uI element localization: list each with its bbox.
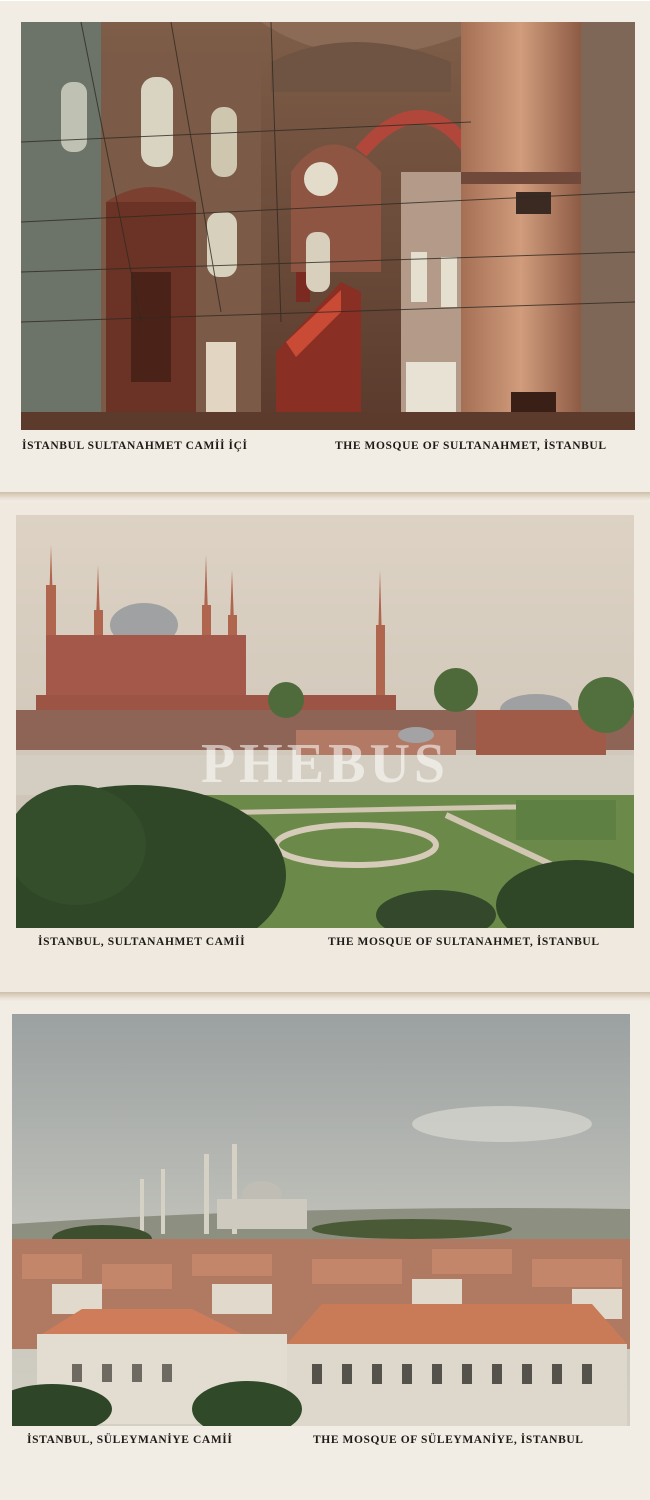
- suleymaniye-photo: [12, 1014, 630, 1426]
- fold-line: [0, 492, 650, 502]
- caption-turkish: İSTANBUL, SÜLEYMANİYE CAMİİ: [27, 1434, 233, 1446]
- caption-english: THE MOSQUE OF SULTANAHMET, İSTANBUL: [335, 440, 607, 452]
- caption-english: THE MOSQUE OF SULTANAHMET, İSTANBUL: [328, 936, 600, 948]
- caption-turkish: İSTANBUL, SULTANAHMET CAMİİ: [38, 936, 246, 948]
- caption-turkish: İSTANBUL SULTANAHMET CAMİİ İÇİ: [22, 440, 248, 452]
- caption-english: THE MOSQUE OF SÜLEYMANİYE, İSTANBUL: [313, 1434, 584, 1446]
- watermark: PHEBUS: [200, 733, 450, 795]
- fold-line: [0, 992, 650, 1002]
- sultanahmet-exterior-photo: [16, 515, 634, 928]
- mosque-interior-photo: [21, 22, 635, 430]
